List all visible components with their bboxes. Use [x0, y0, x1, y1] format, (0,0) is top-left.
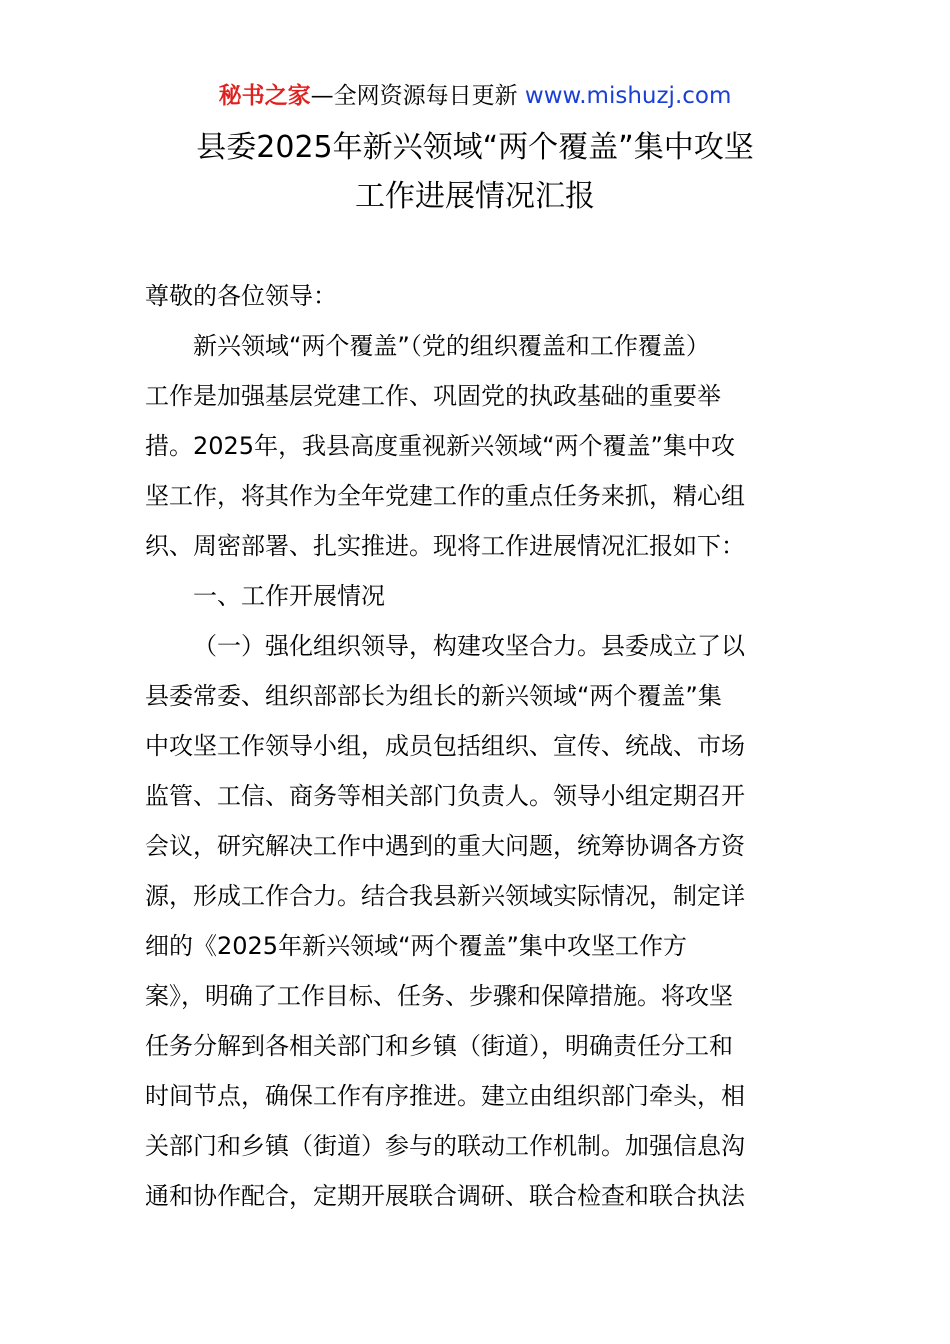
salutation: 尊敬的各位领导：	[145, 282, 337, 310]
brand-name: 秘书之家	[218, 83, 311, 109]
paragraph-line: 中攻坚工作领导小组，成员包括组织、宣传、统战、市场	[145, 732, 745, 760]
document-title-line-2: 工作进展情况汇报	[355, 179, 595, 214]
site-header	[0, 80, 950, 112]
paragraph-line: 监管、工信、商务等相关部门负责人。领导小组定期召开	[145, 782, 745, 810]
paragraph-line: 源，形成工作合力。结合我县新兴领域实际情况，制定详	[145, 882, 745, 910]
document-body	[145, 271, 815, 1221]
paragraph-line: 任务分解到各相关部门和乡镇（街道），明确责任分工和	[145, 1032, 733, 1060]
paragraph-line: 案》，明确了工作目标、任务、步骤和保障措施。将攻坚	[145, 982, 733, 1010]
paragraph-line: 关部门和乡镇（街道）参与的联动工作机制。加强信息沟	[145, 1132, 745, 1160]
paragraph-line: 新兴领域“两个覆盖”（党的组织覆盖和工作覆盖）	[193, 332, 710, 360]
paragraph-line: 织、周密部署、扎实推进。现将工作进展情况汇报如下：	[145, 532, 745, 560]
document-title-line-1: 县委2025年新兴领域“两个覆盖”集中攻坚	[196, 130, 754, 165]
paragraph-line: 坚工作，将其作为全年党建工作的重点任务来抓，精心组	[145, 482, 745, 510]
header-tagline: —全网资源每日更新	[310, 83, 525, 109]
paragraph-line: 措。2025年，我县高度重视新兴领域“两个覆盖”集中攻	[145, 432, 735, 460]
site-url-link[interactable]: www.mishuzj.com	[524, 83, 732, 109]
paragraph-line: 通和协作配合，定期开展联合调研、联合检查和联合执法	[145, 1182, 745, 1210]
section-heading: 一、工作开展情况	[193, 582, 385, 610]
paragraph-line: 县委常委、组织部部长为组长的新兴领域“两个覆盖”集	[145, 682, 722, 710]
paragraph-line: 时间节点，确保工作有序推进。建立由组织部门牵头，相	[145, 1082, 745, 1110]
paragraph-line: 细的《2025年新兴领域“两个覆盖”集中攻坚工作方	[145, 932, 687, 960]
paragraph-line: 会议，研究解决工作中遇到的重大问题，统筹协调各方资	[145, 832, 745, 860]
paragraph-line: 工作是加强基层党建工作、巩固党的执政基础的重要举	[145, 382, 721, 410]
paragraph-line: （一）强化组织领导，构建攻坚合力。县委成立了以	[193, 632, 745, 660]
